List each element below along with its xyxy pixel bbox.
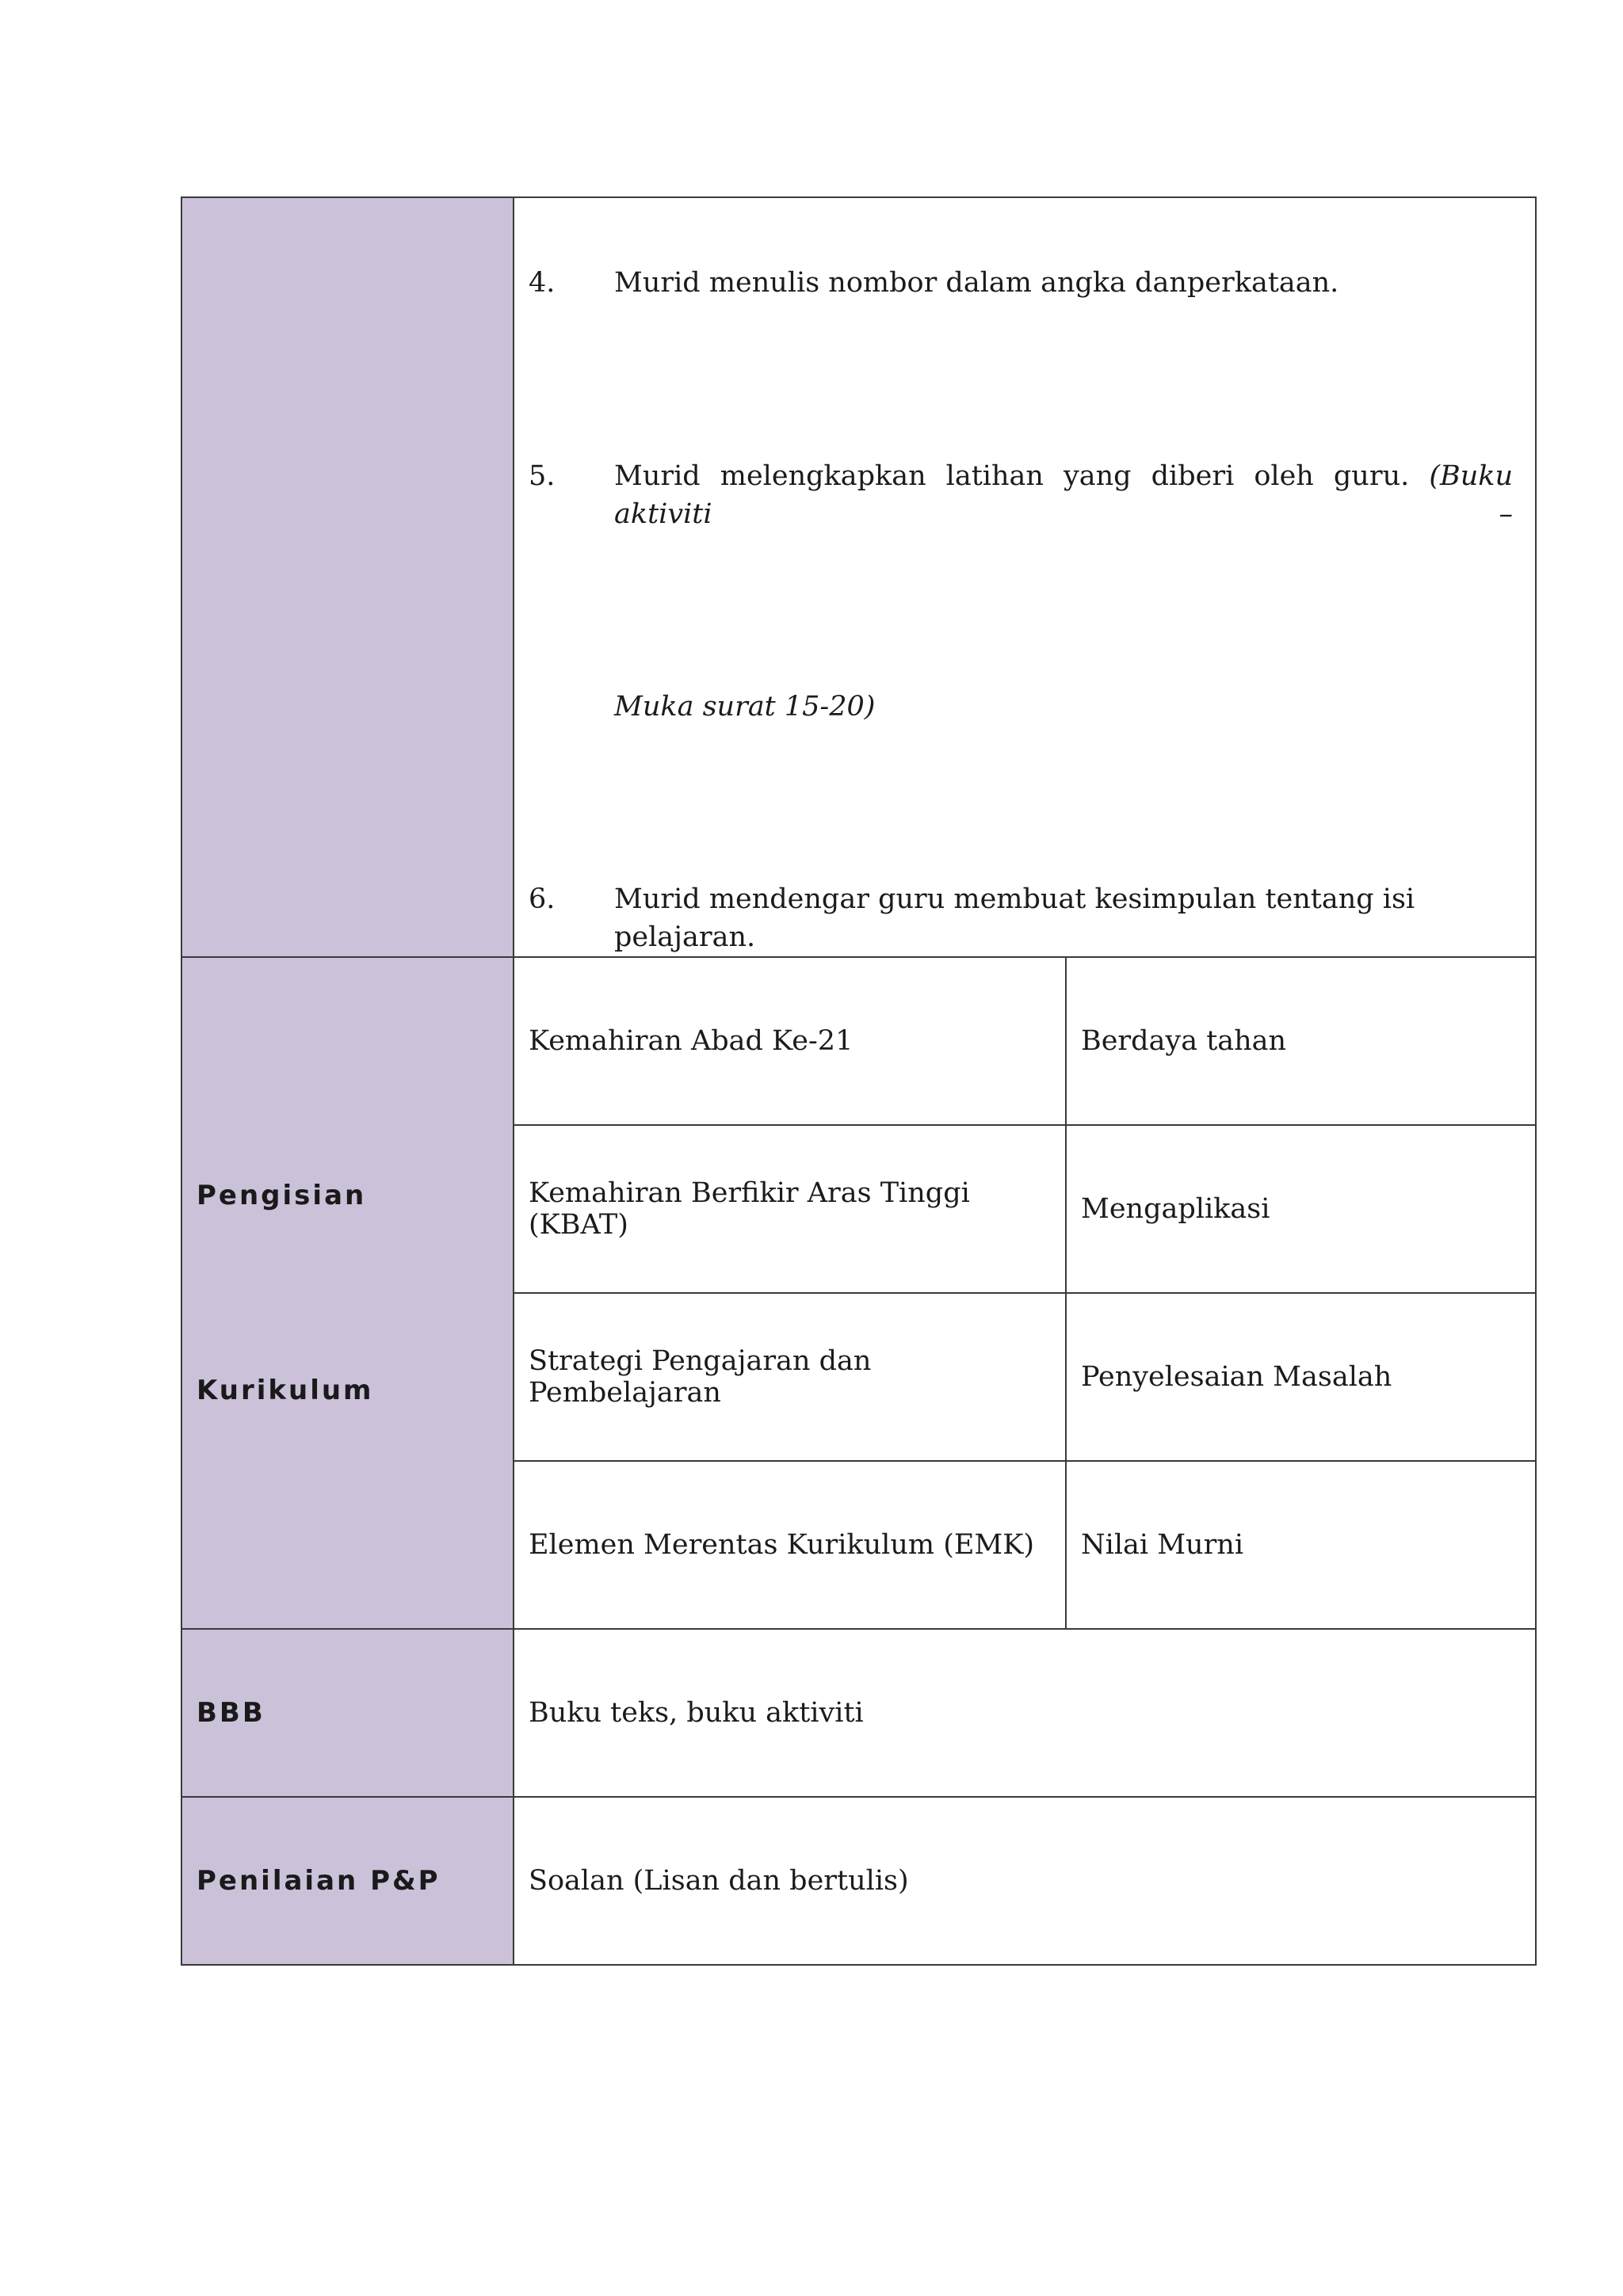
step-text: Murid menulis nombor dalam angka danperkataan. <box>614 267 1339 299</box>
step-number: 5. <box>529 460 556 492</box>
curriculum-label-line1: Pengisian <box>197 1180 367 1211</box>
steps-row <box>181 197 1536 957</box>
step-text-italic: (Buku aktiviti – <box>614 460 1513 530</box>
bbb-value: Buku teks, buku aktiviti <box>514 1629 1536 1797</box>
step-text-main: Murid melengkapkan latihan yang diberi oleh guru. <box>614 460 1410 492</box>
curriculum-label-line2: Kurikulum <box>197 1375 374 1406</box>
assessment-label: Penilaian P&P <box>181 1797 514 1965</box>
steps-cell <box>514 197 1536 957</box>
curriculum-item: Strategi Pengajaran dan Pembelajaran <box>514 1293 1066 1461</box>
steps-label-cell <box>181 197 514 957</box>
curriculum-value: Nilai Murni <box>1066 1461 1536 1629</box>
assessment-row <box>181 1797 1536 1965</box>
bbb-label: BBB <box>181 1629 514 1797</box>
step-item <box>529 880 1513 956</box>
step-continuation: Muka surat 15-20) <box>614 691 876 723</box>
curriculum-label-cell <box>181 957 514 1629</box>
assessment-value: Soalan (Lisan dan bertulis) <box>514 1797 1536 1965</box>
curriculum-value: Penyelesaian Masalah <box>1066 1293 1536 1461</box>
bbb-row <box>181 1629 1536 1797</box>
curriculum-value: Mengaplikasi <box>1066 1125 1536 1293</box>
step-number: 6. <box>529 883 556 915</box>
curriculum-item: Kemahiran Berfikir Aras Tinggi (KBAT) <box>514 1125 1066 1293</box>
curriculum-item: Kemahiran Abad Ke-21 <box>514 957 1066 1125</box>
lesson-plan-table <box>181 196 1537 1966</box>
curriculum-row <box>181 957 1536 1125</box>
step-item <box>529 457 1513 533</box>
curriculum-item: Elemen Merentas Kurikulum (EMK) <box>514 1461 1066 1629</box>
curriculum-value: Berdaya tahan <box>1066 957 1536 1125</box>
step-item <box>529 264 1513 302</box>
step-number: 4. <box>529 267 556 299</box>
step-text <box>614 457 1513 533</box>
step-text: Murid mendengar guru membuat kesimpulan tentang isi pelajaran. <box>614 883 1415 953</box>
